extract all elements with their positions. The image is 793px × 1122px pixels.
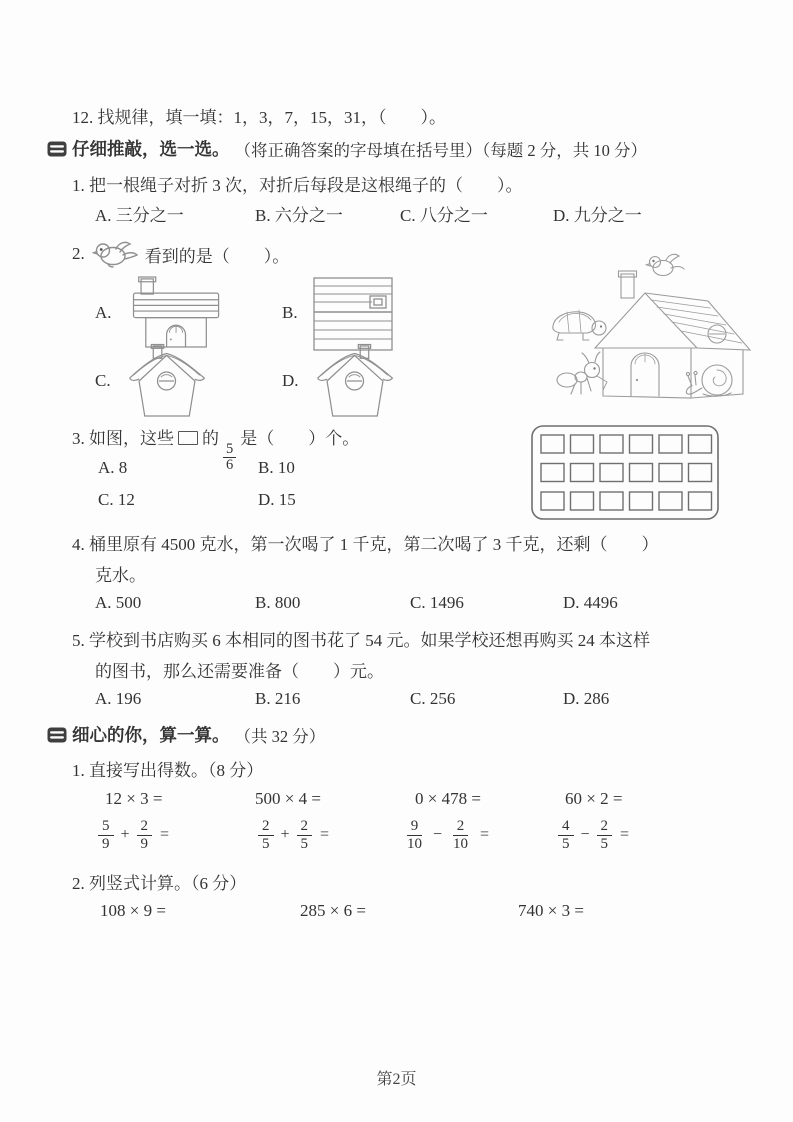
calc-expr-4: 60 × 2 =: [565, 789, 623, 808]
bird-icon: [92, 239, 138, 269]
calc-2-heading: 2. 列竖式计算。（6 分）: [72, 874, 247, 893]
q4-option-a: A. 500: [95, 593, 142, 612]
vertical-calc-2: 285 × 6 =: [300, 901, 366, 920]
q3-option-a: A. 8: [98, 458, 128, 477]
f1-a-den: 9: [102, 835, 110, 852]
f3-b-den: 10: [453, 835, 469, 852]
section-2-note: （共 32 分）: [234, 726, 326, 746]
f3-a-num: 9: [407, 818, 423, 836]
q2-option-d-house-drawing: [310, 343, 400, 419]
f2-operator: +: [280, 826, 290, 843]
calc-expr-3: 0 × 478 =: [415, 789, 481, 808]
q3-lead: 3. 如图，这些: [72, 429, 174, 448]
calc-1-heading: 1. 直接写出得数。（8 分）: [72, 761, 264, 780]
f2-a-num: 2: [258, 818, 274, 836]
q3-option-b: B. 10: [258, 458, 295, 477]
question-1-text: 1. 把一根绳子对折 3 次，对折后每段是这根绳子的（ ）。: [72, 176, 523, 195]
fraction-expr-2: [258, 818, 329, 852]
f3-a-den: 10: [407, 835, 422, 852]
q1-option-c: C. 八分之一: [400, 206, 488, 225]
q2-option-d-label: D.: [282, 371, 299, 390]
f1-equals: =: [160, 826, 170, 843]
q5-option-a: A. 196: [95, 689, 142, 708]
square-symbol: [178, 431, 198, 445]
f4-a-den: 5: [562, 835, 570, 852]
q4-option-c: C. 1496: [410, 593, 464, 612]
q2-option-b-label: B.: [282, 303, 298, 322]
q3-option-d: D. 15: [258, 490, 296, 509]
notebook-icon: [47, 141, 67, 157]
section-2-header: [47, 722, 325, 747]
section-1-note: （将正确答案的字母填在括号里）（每题 2 分，共 10 分）: [234, 140, 647, 160]
q3-fraction: [223, 442, 236, 473]
notebook-icon: [47, 727, 67, 743]
f4-b-den: 5: [600, 835, 609, 852]
q3-fraction-denominator: 6: [226, 457, 234, 474]
q1-option-d: D. 九分之一: [553, 206, 642, 225]
f2-equals: =: [320, 826, 330, 843]
q3-option-c: C. 12: [98, 490, 135, 509]
q2-number: 2.: [72, 244, 85, 263]
f3-b-num: 2: [453, 818, 469, 836]
f4-operator: −: [580, 826, 590, 843]
vertical-calc-3: 740 × 3 =: [518, 901, 584, 920]
question-2-stem: [72, 239, 289, 269]
q2-text: 看到的是（ ）。: [144, 246, 290, 266]
calc-expr-2: 500 × 4 =: [255, 789, 321, 808]
fraction-expr-3: [403, 818, 489, 852]
question-5-line1: 5. 学校到书店购买 6 本相同的图书花了 54 元。如果学校还想再购买 24 本这样: [72, 631, 650, 650]
q4-option-d: D. 4496: [563, 593, 618, 612]
vertical-calc-1: 108 × 9 =: [100, 901, 166, 920]
q2-option-c-label: C.: [95, 371, 111, 390]
q2-option-b-roof-drawing: [312, 276, 394, 352]
section-2-title: 细心的你，算一算。: [72, 725, 230, 745]
page-number: 第2页: [376, 1071, 417, 1088]
q5-option-d: D. 286: [563, 689, 610, 708]
house-scene-drawing: [545, 248, 790, 403]
f2-b-num: 2: [297, 818, 313, 836]
f1-b-den: 9: [140, 835, 149, 852]
f1-a-num: 5: [98, 818, 114, 836]
f1-operator: +: [120, 826, 130, 843]
calc-expr-1: 12 × 3 =: [105, 789, 163, 808]
squares-grid-drawing: [530, 424, 720, 521]
section-1-header: [47, 136, 647, 161]
fraction-expr-1: [98, 818, 169, 852]
question-4-line1: 4. 桶里原有 4500 克水，第一次喝了 1 千克，第二次喝了 3 千克，还剩（ ）: [72, 535, 659, 554]
question-4-line2: 克水。: [95, 566, 146, 585]
section-1-title: 仔细推敲，选一选。: [72, 139, 230, 159]
question-12-text: 12. 找规律，填一填：1，3，7，15，31，（ ）。: [72, 108, 446, 127]
fraction-expr-4: [558, 818, 629, 852]
f3-operator: −: [433, 826, 443, 843]
q5-option-c: C. 256: [410, 689, 456, 708]
f4-a-num: 4: [558, 818, 574, 836]
f2-b-den: 5: [300, 835, 309, 852]
q5-option-b: B. 216: [255, 689, 301, 708]
q3-tail: 是（ ）个。: [240, 429, 360, 448]
q2-option-c-house-drawing: [122, 343, 212, 419]
q1-option-a: A. 三分之一: [95, 206, 184, 225]
f3-equals: =: [480, 826, 490, 843]
q1-option-b: B. 六分之一: [255, 206, 343, 225]
question-5-line2: 的图书，那么还需要准备（ ）元。: [95, 662, 384, 681]
q3-mid: 的: [202, 429, 219, 448]
f4-equals: =: [620, 826, 630, 843]
q3-fraction-numerator: 5: [223, 442, 236, 458]
f1-b-num: 2: [137, 818, 153, 836]
q2-option-a-house-drawing: [125, 276, 229, 348]
q4-option-b: B. 800: [255, 593, 301, 612]
f2-a-den: 5: [262, 835, 270, 852]
f4-b-num: 2: [597, 818, 613, 836]
q2-option-a-label: A.: [95, 303, 112, 322]
